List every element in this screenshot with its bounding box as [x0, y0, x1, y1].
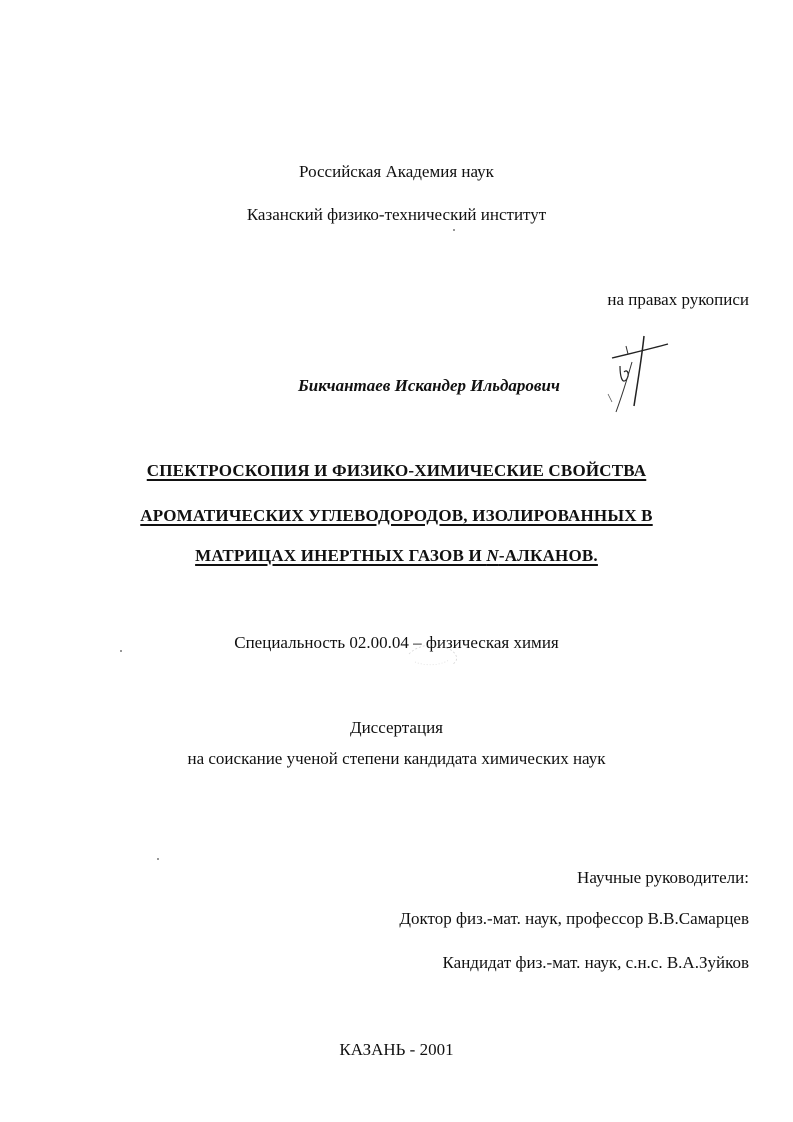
thesis-title-line-3-suffix: -АЛКАНОВ. — [498, 546, 598, 565]
scan-speck — [120, 650, 122, 652]
thesis-title-line-3-italic: N — [486, 546, 499, 565]
thesis-title-line-3-prefix: МАТРИЦАХ ИНЕРТНЫХ ГАЗОВ И — [195, 546, 487, 565]
thesis-title-line-3 — [0, 546, 793, 566]
supervisor-1: Доктор физ.-мат. наук, профессор В.В.Самарцев — [399, 909, 749, 928]
city-year: КАЗАНЬ - 2001 — [339, 1040, 454, 1059]
dissertation-label: Диссертация — [349, 718, 443, 737]
specialty: Специальность 02.00.04 – физическая химия — [234, 633, 559, 652]
supervisor-2: Кандидат физ.-мат. наук, с.н.с. В.А.Зуйков — [442, 953, 749, 972]
scan-speck — [453, 229, 455, 231]
rights-note: на правах рукописи — [607, 290, 749, 309]
author-name: Бикчантаев Искандер Ильдарович — [298, 376, 560, 395]
thesis-title-line-1: СПЕКТРОСКОПИЯ И ФИЗИКО-ХИМИЧЕСКИЕ СВОЙСТВА — [146, 461, 647, 480]
dissertation-degree: на соискание ученой степени кандидата химических наук — [187, 749, 606, 768]
faint-stamp-mark — [405, 636, 465, 672]
scan-speck — [157, 858, 159, 860]
handwritten-signature — [598, 332, 674, 420]
supervisors-heading: Научные руководители: — [577, 868, 749, 887]
thesis-title-line-2: АРОМАТИЧЕСКИХ УГЛЕВОДОРОДОВ, ИЗОЛИРОВАННЫХ В — [140, 506, 653, 525]
organization-name: Российская Академия наук — [299, 162, 494, 181]
institute-name: Казанский физико-технический институт — [246, 205, 547, 224]
